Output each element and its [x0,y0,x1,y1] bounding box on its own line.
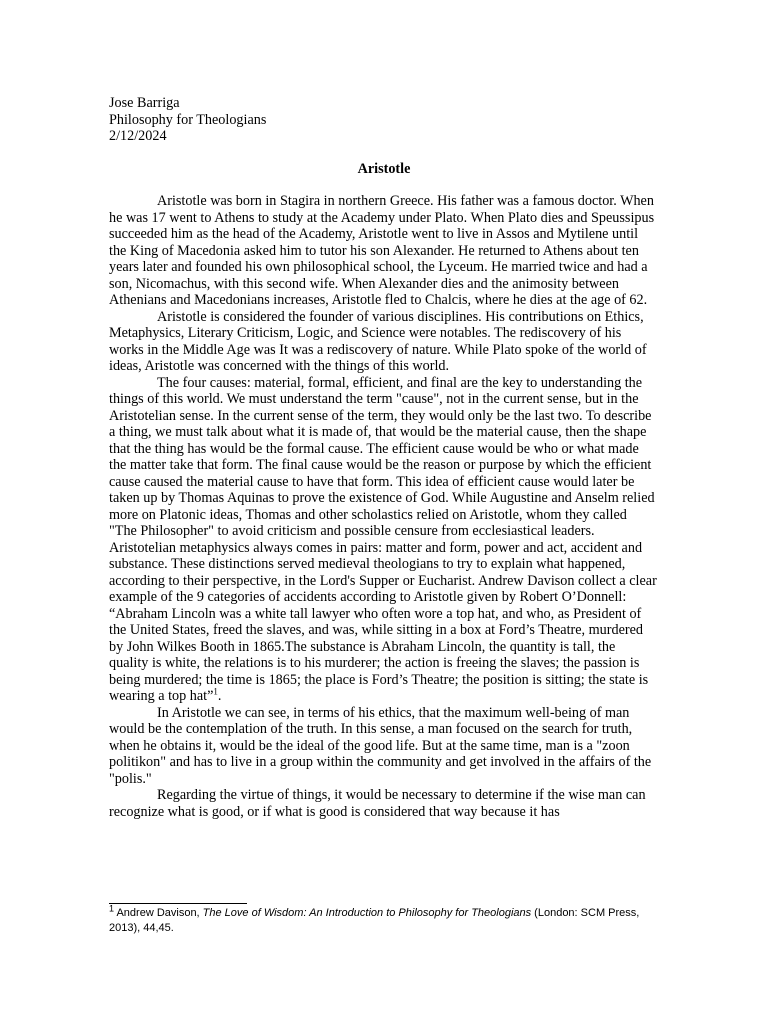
paragraph-virtue: Regarding the virtue of things, it would be necessary to determine if the wise man can recognize what is good, or if what is good is considered that way because it has [109,787,646,820]
footnote-number: 1 [109,903,115,914]
footnote-publication: (London: SCM Press, 2013), 44,45. [109,907,640,934]
paragraph-ethics: In Aristotle we can see, in terms of his ethics, that the maximum well-being of man would be the contemplation of the truth. In this sense, a man focused on the search for truth, when he obtains it, would be the ideal of the good life. But at the same time, man is a "zoon politikon" and has to live in a group within the community and get involved in the affairs of the "polis." [109,704,652,787]
author-name: Jose Barriga [109,95,180,111]
paragraph-four-causes-text: The four causes: material, formal, efficient, and final are the key to understanding the things of this world. We must understand the term "cause", not in the current sense, but in the Aristotelian sense. In the current sense of the term, they would only be the last two. To describe a thing, we must talk about what it is made of, that would be the material cause, then the shape that the thing has would be the formal cause. The efficient cause would be who or what made the matter take that form. The final cause would be the reason or purpose by which the efficient cause caused the material cause to have that form. This idea of efficient cause would later be taken up by Thomas Aquinas to prove the existence of God. While Augustine and Anselm relied more on Platonic ideas, Thomas and other scholastics relied on Aristotle, whom they called "The Philosopher" to avoid criticism and possible censure from ecclesiastical leaders. Aristotelian metaphysics always comes in pairs: matter and form, power and act, accident and substance. These distinctions served medieval theologians to try to explain what happened, according to their perspective, in the Lord's Supper or Eucharist. Andrew Davison collect a clear example of the 9 categories of accidents according to Aristotle given by Robert O’Donnell: “Abraham Lincoln was a white tall lawyer who often wore a top hat, and who, as President of the United States, freed the slaves, and was, while sitting in a box at Ford’s Theatre, murdered by John Wilkes Booth in 1865.The substance is Abraham Lincoln, the quantity is tall, the quality is white, the relations is to his murderer; the action is freeing the slaves; the passion is being murdered; the time is 1865; the place is Ford’s Theatre; the position is sitting; the state is wearing a top hat” [109,374,657,704]
footnote-separator [109,903,247,904]
course-name: Philosophy for Theologians [109,111,267,128]
paragraph-biography: Aristotle was born in Stagira in northern Greece. His father was a famous doctor. When he was 17 went to Athens to study at the Academy under Plato. When Plato dies and Speussipus succeeded him as the head of the Academy, Aristotle went to live in Assos and Mytilene until the King of Macedonia asked him to tutor his son Alexander. He returned to Athens about ten years later and founded his own philosophical school, the Lyceum. He married twice and had a son, Nicomachus, with this second wife. When Alexander dies and the animosity between Athenians and Macedonians increases, Aristotle fled to Chalcis, where he dies at the age of 62. [109,193,655,308]
footnote-reference[interactable]: 1 [213,686,218,697]
paragraph-four-causes-end: . [217,688,222,704]
footnote-author: Andrew Davison, [114,907,203,919]
document-date: 2/12/2024 [109,128,167,144]
footnote-book-title: The Love of Wisdom: An Introduction to Philosophy for Theologians [202,907,532,919]
footnote [109,903,657,936]
paragraph-four-causes [109,375,657,705]
document-title: Aristotle [357,161,411,177]
paragraph-disciplines: Aristotle is considered the founder of various disciplines. His contributions on Ethics, Metaphysics, Literary Criticism, Logic, and Science were notables. The rediscovery of his works in the Middle Age was It was a rediscovery of nature. While Plato spoke of the world of ideas, Aristotle was concerned with the things of this world. [109,308,647,374]
document-body [109,193,657,820]
document-header [109,95,266,145]
